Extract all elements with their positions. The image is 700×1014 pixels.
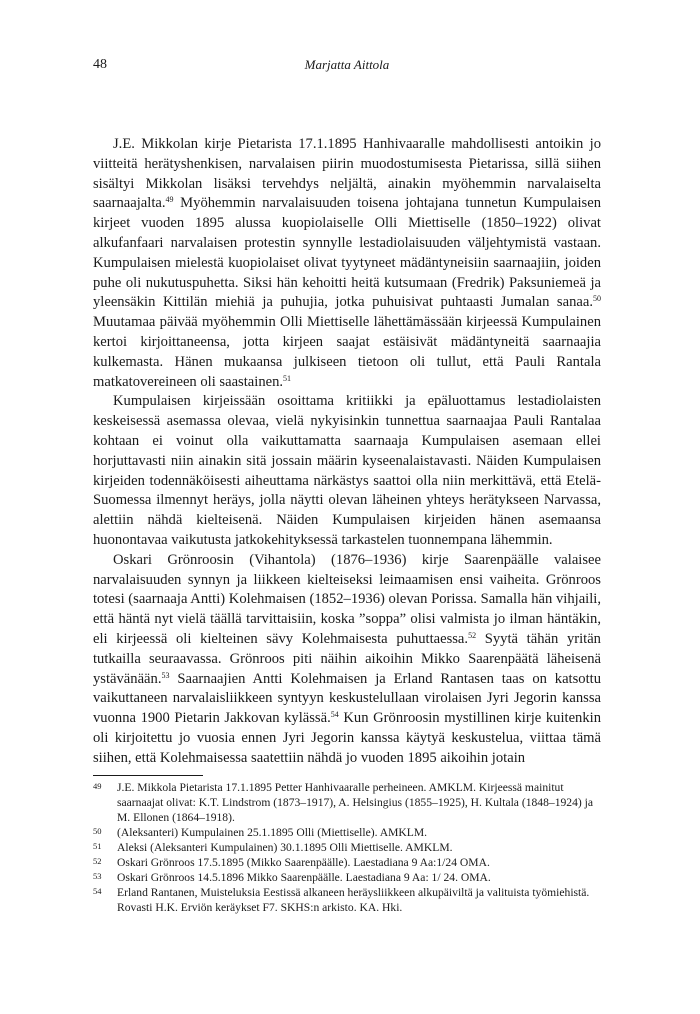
footnote-text: Aleksi (Aleksanteri Kumpulainen) 30.1.1895 Olli Miettiselle. AMKLM.: [117, 841, 453, 854]
footnote-number: 53: [93, 871, 102, 881]
text-run: Syytä tähän yritän tutkailla seuraavassa. Grönroos piti näihin aikoihin Mikko Saarenpäätä läheisenä ystävänään.: [93, 630, 601, 687]
footnote-text: J.E. Mikkola Pietarista 17.1.1895 Petter Hanhivaaralle perheineen. AMKLM. Kirjeessä mainitut saarnaajat olivat: K.T. Lindstrom (1873–1917), A. Helsingius (1855–1925), H. Kultala (1848–1924) ja M. Ellonen (1864–1918).: [117, 781, 594, 824]
footnote-ref: 49: [165, 195, 174, 205]
footnote-ref: 53: [161, 670, 170, 680]
text-run: Myöhemmin narvalaisuuden toisena johtajana tunnetun Kumpulaisen kirjeet vuoden 1895 alussa kuopiolaiselle Olli Miettiselle (1850–1922) olivat alkufanfaari narvalaisen protestin synnylle lestadiolaisuuden väljehtymistä vastaan. Kumpulaisen mielestä kuopiolaiset olivat tyytyneet mädäntyneisiin saarnaajiin, joiden puhe oli nukutuspuhetta. Siksi hän kehoitti heitä kutsumaan (Fredrik) Paksuniemeä ja yleensäkin Kittilän miehiä ja puhujia, jotka puhuisivat puhtaasti Jumalan sanaa.: [93, 195, 601, 311]
footnote: [93, 780, 601, 825]
text-run: Kumpulaisen kirjeissään osoittama kritiikki ja epäluottamus lestadiolaisten keskeisessä asemassa olevaa, vielä nykyisinkin tunnettua saarnaajaa Pauli Rantalaa kohtaan ei voinut olla vaikuttamatta saarnaaja Kumpulaisen asemaan ellei horjuttavasti niin ainakin sitä jossain määrin kyseenalaistavasti. Näiden Kumpulaisen kirjeiden todennäköisesti aiheuttama närkästys saattoi olla niin merkittävä, että Etelä-Suomessa ilmennyt heräys, jolla näytti olevan läheinen yhteys herätykseen Narvassa, alettiin nähdä kielteisenä. Näiden Kumpulaisen kirjeiden hänen asemaansa huonontavaa vaikutusta jatkokehityksessä tarkastelen tuonnempana lähemmin.: [93, 393, 601, 548]
running-head: [93, 56, 601, 74]
paragraph: [93, 392, 601, 550]
text-run: Muutamaa päivää myöhemmin Olli Miettiselle lähettämässään kirjeessä Kumpulainen kertoi kirjoittaneensa, jotta kirjeen saajat estäisivät mädäntyneitä saarnaajia kulkemasta. Hänen mukaansa julkiseen tietoon oli tullut, että Pauli Rantala matkatovereineen oli saastainen.: [93, 314, 601, 390]
text-run: Saarnaajien Antti Kolehmaisen ja Erland Rantasen taas on katsottu vaikuttaneen narvalaisliikkeen syntyyn keskustelullaan virolaisen Jyri Jegorin kanssa vuonna 1900 Pietarin Jakkovan kylässä.: [93, 670, 601, 727]
paragraph: [93, 551, 601, 769]
footnote-number: 49: [93, 781, 102, 791]
footnote: [93, 855, 601, 870]
footnote-ref: 54: [330, 710, 339, 720]
footnote-ref: 52: [468, 630, 477, 640]
footnote: [93, 840, 601, 855]
text-run: Oskari Grönroosin (Vihantola) (1876–1936) kirje Saarenpäälle valaisee narvalaisuuden synnyn ja liikkeen kielteiseksi leimaamisen ensi vaiheita. Grönroos totesi (saarnaaja Antti) Kolehmaisen (1852–1936) olevan Porissa. Samalla hän vihjaili, että häntä nyt vielä täällä tarvittaisiin, koska ”soppa” olisi valmista jo ilman häntäkin, eli kirjeessä oli kielteinen sävy Kolehmaisesta puhuttaessa.: [93, 551, 601, 647]
footnote-text: Oskari Grönroos 17.5.1895 (Mikko Saarenpäälle). Laestadiana 9 Aa:1/24 OMA.: [117, 856, 490, 869]
footnote-number: 54: [93, 886, 102, 896]
running-head-author: Marjatta Aittola: [304, 57, 390, 72]
footnote-divider: [93, 775, 203, 776]
text-run: Kun Grönroosin mystillinen kirje kuitenkin oli kirjoitettu jo vuosia ennen Jyri Jegorin kanssa käytyä keskustelua, viittaa tämä siihen, että Kolehmaisessa saatettiin nähdä jo vuoden 1895 aikoihin jotain: [93, 710, 601, 766]
footnote: [93, 825, 601, 840]
footnote: [93, 885, 601, 915]
footnote-ref: 50: [593, 294, 601, 304]
page-number: 48: [93, 57, 107, 72]
footnote-number: 51: [93, 841, 102, 851]
footnote-text: Erland Rantanen, Muisteluksia Eestissä alkaneen heräysliikkeen alkupäiviltä ja valituista työmiehistä. Rovasti H.K. Erviön keräykset F7. SKHS:n arkisto. KA. Hki.: [117, 886, 590, 914]
footnote-text: (Aleksanteri) Kumpulainen 25.1.1895 Olli (Miettiselle). AMKLM.: [117, 826, 428, 839]
paragraph: [93, 135, 601, 392]
footnote-text: Oskari Grönroos 14.5.1896 Mikko Saarenpäälle. Laestadiana 9 Aa: 1/ 24. OMA.: [117, 871, 491, 884]
footnote: [93, 870, 601, 885]
footnote-number: 52: [93, 856, 102, 866]
footnotes: [93, 775, 601, 915]
text-run: J.E. Mikkolan kirje Pietarista 17.1.1895 Hanhivaaralle mahdollisesti antoikin jo viitteitä herätyshenkisen, narvalaisen piirin muodostumisesta Pietarissa, sillä siihen sisältyi Mikkolan lisäksi tervehdys neljältä, ainakin myöhemmin narvalaiselta saarnaajalta.: [93, 136, 601, 212]
footnote-number: 50: [93, 826, 102, 836]
footnote-ref: 51: [283, 373, 292, 383]
body-text: [93, 135, 601, 769]
